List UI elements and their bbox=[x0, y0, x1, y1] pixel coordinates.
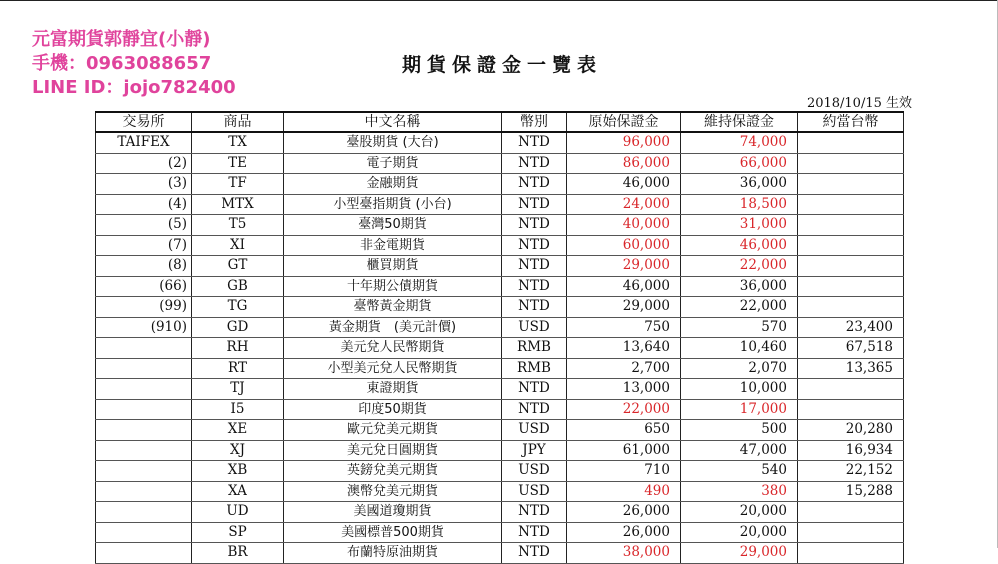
cell-maintenance-margin: 540 bbox=[681, 461, 798, 482]
page-title: 期貨保證金一覽表 bbox=[402, 54, 603, 76]
cell-product-code: GT bbox=[192, 256, 284, 277]
cell-ntd-equivalent bbox=[798, 276, 904, 297]
table-row bbox=[96, 215, 904, 236]
cell-chinese-name: 十年期公債期貨 bbox=[284, 276, 502, 297]
cell-ntd-equivalent: 67,518 bbox=[798, 338, 904, 359]
cell-currency: USD bbox=[502, 420, 567, 441]
cell-maintenance-margin: 570 bbox=[681, 317, 798, 338]
cell-initial-margin: 2,700 bbox=[567, 358, 681, 379]
cell-product-code: TE bbox=[192, 153, 284, 174]
cell-initial-margin: 710 bbox=[567, 461, 681, 482]
cell-initial-margin: 650 bbox=[567, 420, 681, 441]
cell-currency: JPY bbox=[502, 440, 567, 461]
cell-product-code: TG bbox=[192, 297, 284, 318]
cell-exchange bbox=[96, 502, 192, 523]
cell-exchange bbox=[96, 481, 192, 502]
cell-initial-margin: 40,000 bbox=[567, 215, 681, 236]
cell-chinese-name: 黃金期貨 (美元計價) bbox=[284, 317, 502, 338]
cell-initial-margin: 22,000 bbox=[567, 399, 681, 420]
cell-product-code: BR bbox=[192, 543, 284, 564]
cell-ntd-equivalent bbox=[798, 399, 904, 420]
cell-currency: NTD bbox=[502, 522, 567, 543]
cell-currency: NTD bbox=[502, 543, 567, 564]
cell-currency: NTD bbox=[502, 132, 567, 153]
table-row bbox=[96, 338, 904, 359]
cell-chinese-name: 印度50期貨 bbox=[284, 399, 502, 420]
cell-product-code: XE bbox=[192, 420, 284, 441]
cell-chinese-name: 英鎊兌美元期貨 bbox=[284, 461, 502, 482]
cell-currency: NTD bbox=[502, 502, 567, 523]
table-row bbox=[96, 461, 904, 482]
header-ntd-equivalent: 約當台幣 bbox=[798, 112, 904, 132]
cell-currency: NTD bbox=[502, 153, 567, 174]
cell-ntd-equivalent bbox=[798, 235, 904, 256]
table-row bbox=[96, 276, 904, 297]
cell-maintenance-margin: 18,500 bbox=[681, 194, 798, 215]
cell-product-code: TX bbox=[192, 132, 284, 153]
header-currency: 幣別 bbox=[502, 112, 567, 132]
cell-currency: NTD bbox=[502, 256, 567, 277]
cell-exchange bbox=[96, 420, 192, 441]
cell-exchange: (2) bbox=[96, 153, 192, 174]
cell-initial-margin: 86,000 bbox=[567, 153, 681, 174]
cell-chinese-name: 臺幣黃金期貨 bbox=[284, 297, 502, 318]
table-row bbox=[96, 379, 904, 400]
cell-currency: RMB bbox=[502, 338, 567, 359]
contact-block bbox=[32, 28, 236, 100]
cell-chinese-name: 歐元兌美元期貨 bbox=[284, 420, 502, 441]
margin-table bbox=[95, 111, 904, 564]
cell-initial-margin: 46,000 bbox=[567, 276, 681, 297]
cell-exchange: (7) bbox=[96, 235, 192, 256]
cell-product-code: GD bbox=[192, 317, 284, 338]
header-initial-margin: 原始保證金 bbox=[567, 112, 681, 132]
table-row bbox=[96, 502, 904, 523]
table-row bbox=[96, 256, 904, 277]
cell-ntd-equivalent bbox=[798, 215, 904, 236]
cell-ntd-equivalent bbox=[798, 153, 904, 174]
cell-maintenance-margin: 17,000 bbox=[681, 399, 798, 420]
cell-currency: NTD bbox=[502, 379, 567, 400]
cell-exchange bbox=[96, 338, 192, 359]
cell-ntd-equivalent: 23,400 bbox=[798, 317, 904, 338]
cell-maintenance-margin: 20,000 bbox=[681, 502, 798, 523]
cell-currency: NTD bbox=[502, 399, 567, 420]
cell-exchange bbox=[96, 522, 192, 543]
cell-exchange: (8) bbox=[96, 256, 192, 277]
cell-product-code: UD bbox=[192, 502, 284, 523]
cell-currency: NTD bbox=[502, 215, 567, 236]
cell-exchange: TAIFEX bbox=[96, 132, 192, 153]
cell-product-code: T5 bbox=[192, 215, 284, 236]
cell-currency: USD bbox=[502, 317, 567, 338]
cell-ntd-equivalent bbox=[798, 132, 904, 153]
table-row bbox=[96, 317, 904, 338]
cell-maintenance-margin: 22,000 bbox=[681, 297, 798, 318]
cell-maintenance-margin: 46,000 bbox=[681, 235, 798, 256]
cell-ntd-equivalent bbox=[798, 379, 904, 400]
cell-ntd-equivalent: 16,934 bbox=[798, 440, 904, 461]
header-chinese-name: 中文名稱 bbox=[284, 112, 502, 132]
cell-exchange: (66) bbox=[96, 276, 192, 297]
cell-initial-margin: 29,000 bbox=[567, 297, 681, 318]
cell-initial-margin: 38,000 bbox=[567, 543, 681, 564]
table-row bbox=[96, 420, 904, 441]
cell-exchange bbox=[96, 440, 192, 461]
cell-currency: USD bbox=[502, 461, 567, 482]
table-row bbox=[96, 440, 904, 461]
table-row bbox=[96, 297, 904, 318]
table-row bbox=[96, 132, 904, 153]
cell-maintenance-margin: 29,000 bbox=[681, 543, 798, 564]
header-exchange: 交易所 bbox=[96, 112, 192, 132]
effective-date: 2018/10/15 生效 bbox=[806, 96, 912, 111]
cell-chinese-name: 澳幣兌美元期貨 bbox=[284, 481, 502, 502]
cell-exchange: (5) bbox=[96, 215, 192, 236]
cell-initial-margin: 60,000 bbox=[567, 235, 681, 256]
cell-chinese-name: 布蘭特原油期貨 bbox=[284, 543, 502, 564]
cell-initial-margin: 26,000 bbox=[567, 502, 681, 523]
cell-maintenance-margin: 31,000 bbox=[681, 215, 798, 236]
cell-chinese-name: 電子期貨 bbox=[284, 153, 502, 174]
cell-exchange: (99) bbox=[96, 297, 192, 318]
cell-exchange bbox=[96, 543, 192, 564]
cell-product-code: XJ bbox=[192, 440, 284, 461]
cell-chinese-name: 臺股期貨 (大台) bbox=[284, 132, 502, 153]
cell-maintenance-margin: 380 bbox=[681, 481, 798, 502]
cell-initial-margin: 29,000 bbox=[567, 256, 681, 277]
table-row bbox=[96, 358, 904, 379]
contact-line-id: LINE ID：jojo782400 bbox=[32, 77, 236, 98]
cell-product-code: MTX bbox=[192, 194, 284, 215]
cell-chinese-name: 小型美元兌人民幣期貨 bbox=[284, 358, 502, 379]
cell-currency: NTD bbox=[502, 297, 567, 318]
cell-chinese-name: 金融期貨 bbox=[284, 174, 502, 195]
cell-initial-margin: 750 bbox=[567, 317, 681, 338]
table-row bbox=[96, 522, 904, 543]
cell-maintenance-margin: 20,000 bbox=[681, 522, 798, 543]
table-row bbox=[96, 153, 904, 174]
cell-currency: NTD bbox=[502, 174, 567, 195]
cell-initial-margin: 61,000 bbox=[567, 440, 681, 461]
cell-chinese-name: 櫃買期貨 bbox=[284, 256, 502, 277]
table-row bbox=[96, 399, 904, 420]
cell-product-code: RT bbox=[192, 358, 284, 379]
cell-currency: NTD bbox=[502, 276, 567, 297]
table-row bbox=[96, 174, 904, 195]
cell-chinese-name: 美元兌人民幣期貨 bbox=[284, 338, 502, 359]
cell-exchange: (3) bbox=[96, 174, 192, 195]
cell-product-code: XA bbox=[192, 481, 284, 502]
cell-exchange: (910) bbox=[96, 317, 192, 338]
cell-initial-margin: 24,000 bbox=[567, 194, 681, 215]
top-border-line bbox=[0, 0, 998, 1]
cell-product-code: XI bbox=[192, 235, 284, 256]
cell-maintenance-margin: 47,000 bbox=[681, 440, 798, 461]
cell-maintenance-margin: 36,000 bbox=[681, 276, 798, 297]
cell-ntd-equivalent bbox=[798, 297, 904, 318]
cell-chinese-name: 美國標普500期貨 bbox=[284, 522, 502, 543]
cell-maintenance-margin: 500 bbox=[681, 420, 798, 441]
cell-initial-margin: 13,640 bbox=[567, 338, 681, 359]
cell-initial-margin: 46,000 bbox=[567, 174, 681, 195]
cell-ntd-equivalent bbox=[798, 256, 904, 277]
cell-maintenance-margin: 10,000 bbox=[681, 379, 798, 400]
cell-chinese-name: 美元兌日圓期貨 bbox=[284, 440, 502, 461]
cell-ntd-equivalent: 13,365 bbox=[798, 358, 904, 379]
cell-chinese-name: 非金電期貨 bbox=[284, 235, 502, 256]
table-row bbox=[96, 235, 904, 256]
cell-initial-margin: 490 bbox=[567, 481, 681, 502]
cell-ntd-equivalent bbox=[798, 543, 904, 564]
cell-chinese-name: 美國道瓊期貨 bbox=[284, 502, 502, 523]
cell-exchange bbox=[96, 358, 192, 379]
table-header-row bbox=[96, 112, 904, 132]
contact-phone: 手機：0963088657 bbox=[32, 53, 212, 74]
cell-maintenance-margin: 10,460 bbox=[681, 338, 798, 359]
cell-exchange bbox=[96, 399, 192, 420]
cell-product-code: TF bbox=[192, 174, 284, 195]
cell-maintenance-margin: 2,070 bbox=[681, 358, 798, 379]
header-maintenance-margin: 維持保證金 bbox=[681, 112, 798, 132]
cell-currency: RMB bbox=[502, 358, 567, 379]
cell-exchange bbox=[96, 379, 192, 400]
cell-ntd-equivalent: 20,280 bbox=[798, 420, 904, 441]
cell-ntd-equivalent bbox=[798, 194, 904, 215]
cell-product-code: TJ bbox=[192, 379, 284, 400]
cell-ntd-equivalent bbox=[798, 502, 904, 523]
cell-product-code: XB bbox=[192, 461, 284, 482]
cell-chinese-name: 東證期貨 bbox=[284, 379, 502, 400]
cell-currency: NTD bbox=[502, 194, 567, 215]
cell-currency: USD bbox=[502, 481, 567, 502]
header-product: 商品 bbox=[192, 112, 284, 132]
cell-currency: NTD bbox=[502, 235, 567, 256]
cell-ntd-equivalent: 15,288 bbox=[798, 481, 904, 502]
cell-maintenance-margin: 74,000 bbox=[681, 132, 798, 153]
table-row bbox=[96, 194, 904, 215]
cell-chinese-name: 臺灣50期貨 bbox=[284, 215, 502, 236]
contact-name: 元富期貨郭靜宜(小靜) bbox=[32, 29, 211, 50]
cell-product-code: GB bbox=[192, 276, 284, 297]
cell-exchange bbox=[96, 461, 192, 482]
cell-maintenance-margin: 66,000 bbox=[681, 153, 798, 174]
table-row bbox=[96, 481, 904, 502]
cell-ntd-equivalent bbox=[798, 174, 904, 195]
cell-product-code: I5 bbox=[192, 399, 284, 420]
cell-product-code: SP bbox=[192, 522, 284, 543]
cell-maintenance-margin: 22,000 bbox=[681, 256, 798, 277]
table-row bbox=[96, 543, 904, 564]
cell-chinese-name: 小型臺指期貨 (小台) bbox=[284, 194, 502, 215]
cell-ntd-equivalent: 22,152 bbox=[798, 461, 904, 482]
cell-initial-margin: 96,000 bbox=[567, 132, 681, 153]
cell-product-code: RH bbox=[192, 338, 284, 359]
cell-initial-margin: 13,000 bbox=[567, 379, 681, 400]
cell-maintenance-margin: 36,000 bbox=[681, 174, 798, 195]
cell-initial-margin: 26,000 bbox=[567, 522, 681, 543]
cell-exchange: (4) bbox=[96, 194, 192, 215]
cell-ntd-equivalent bbox=[798, 522, 904, 543]
